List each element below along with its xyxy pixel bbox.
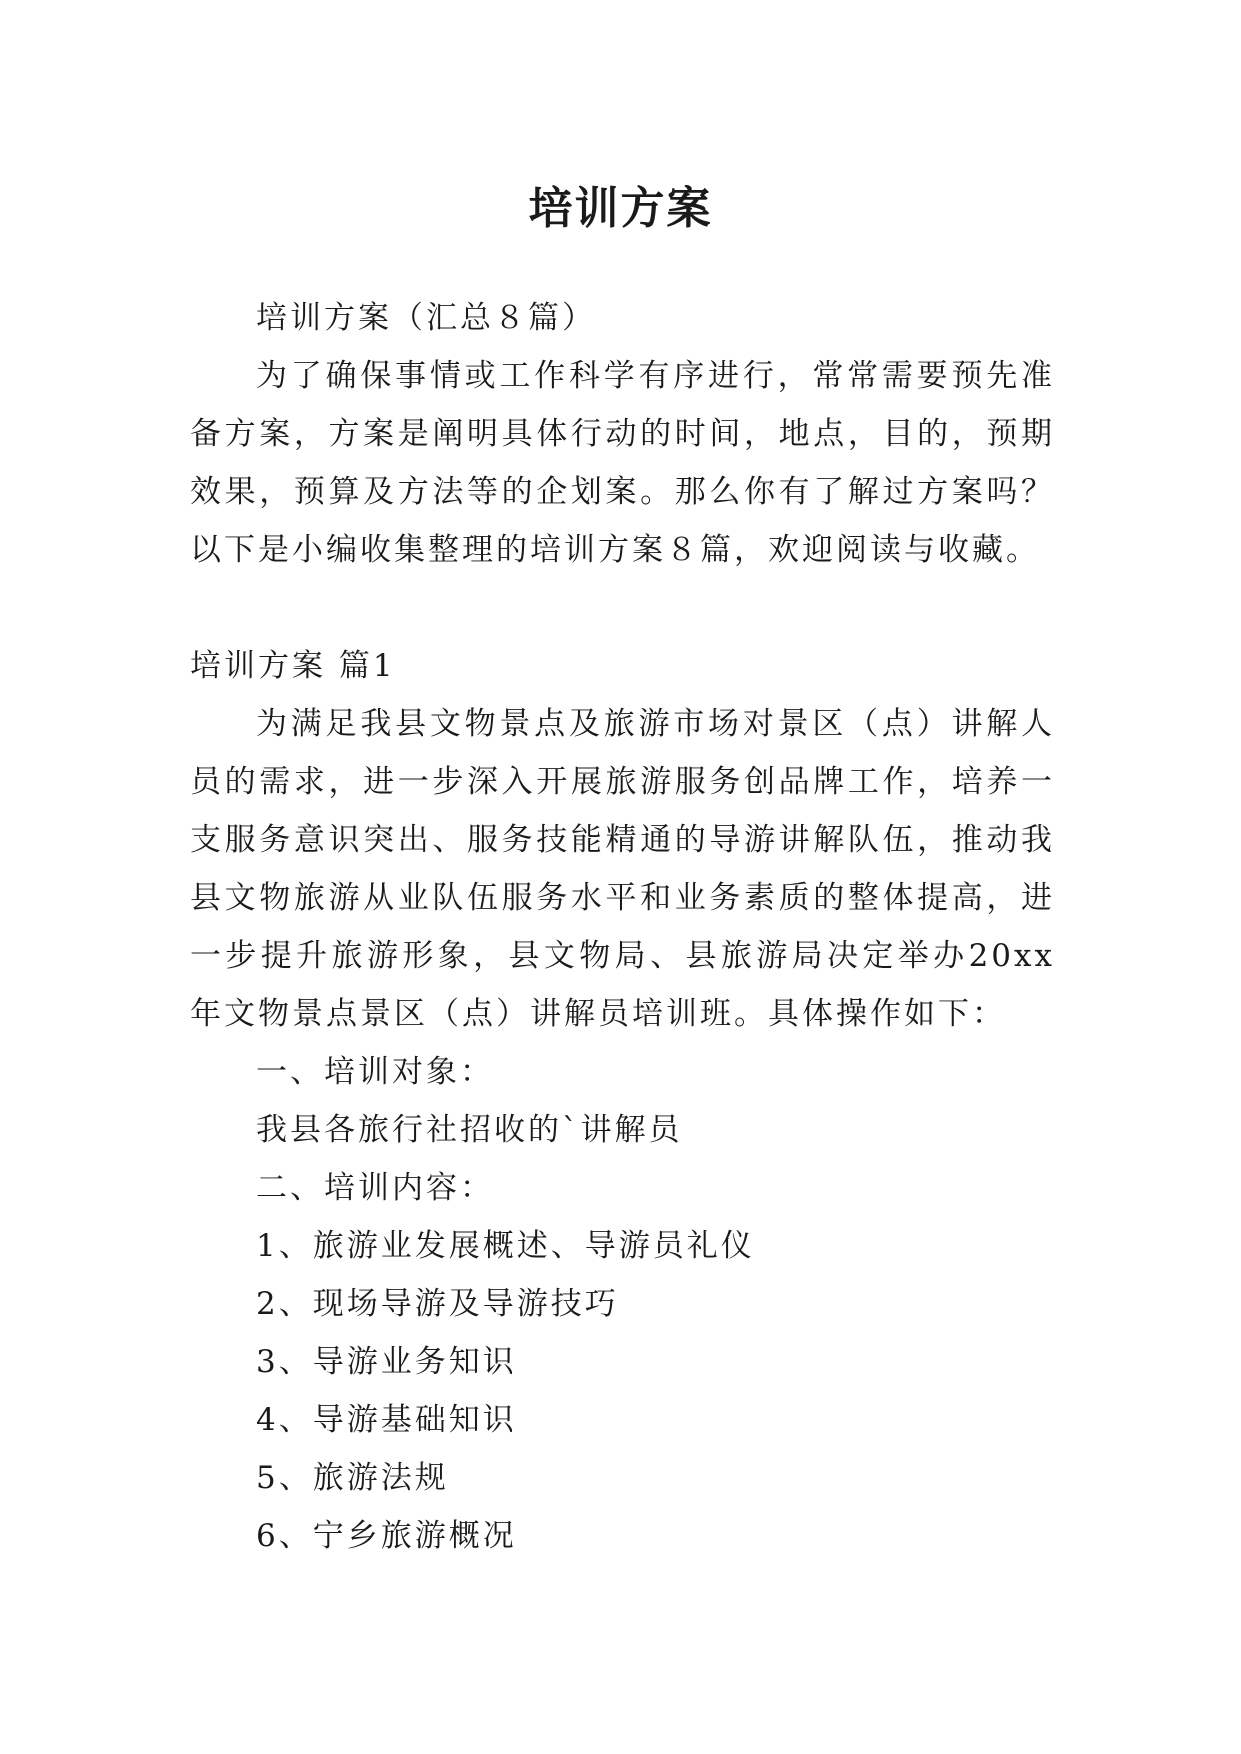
list-item: 4、导游基础知识 xyxy=(256,1402,517,1438)
body-line: 我县各旅行社招收的`讲解员 xyxy=(256,1112,683,1148)
subsection-heading: 一、培训对象： xyxy=(256,1054,494,1090)
subsection-heading: 二、培训内容： xyxy=(256,1170,494,1206)
body-paragraph: 为满足我县文物景点及旅游市场对景区（点）讲解人员的需求，进一步深入开展旅游服务创品牌工作，培养一支服务意识突出、服务技能精通的导游讲解队伍，推动我县文物旅游从业队伍服务水平和业务素质的整体提高，进一步提升旅游形象，县文物局、县旅游局决定举办20xx年文物景点景区（点）讲解员培训班。具体操作如下： xyxy=(190,706,1055,1032)
document-title: 培训方案 xyxy=(528,183,713,235)
list-item: 3、导游业务知识 xyxy=(256,1344,517,1380)
collection-title: 培训方案（汇总８篇） xyxy=(256,300,596,336)
section-heading: 培训方案 篇1 xyxy=(190,648,396,684)
list-item: 6、宁乡旅游概况 xyxy=(256,1518,517,1554)
list-item: 1、旅游业发展概述、导游员礼仪 xyxy=(256,1228,755,1264)
document-body xyxy=(190,289,1055,1565)
list-item: 2、现场导游及导游技巧 xyxy=(256,1286,619,1322)
list-item: 5、旅游法规 xyxy=(256,1460,449,1496)
intro-paragraph: 为了确保事情或工作科学有序进行，常常需要预先准备方案，方案是阐明具体行动的时间，地点，目的，预期效果，预算及方法等的企划案。那么你有了解过方案吗？以下是小编收集整理的培训方案８篇，欢迎阅读与收藏。 xyxy=(190,358,1055,568)
